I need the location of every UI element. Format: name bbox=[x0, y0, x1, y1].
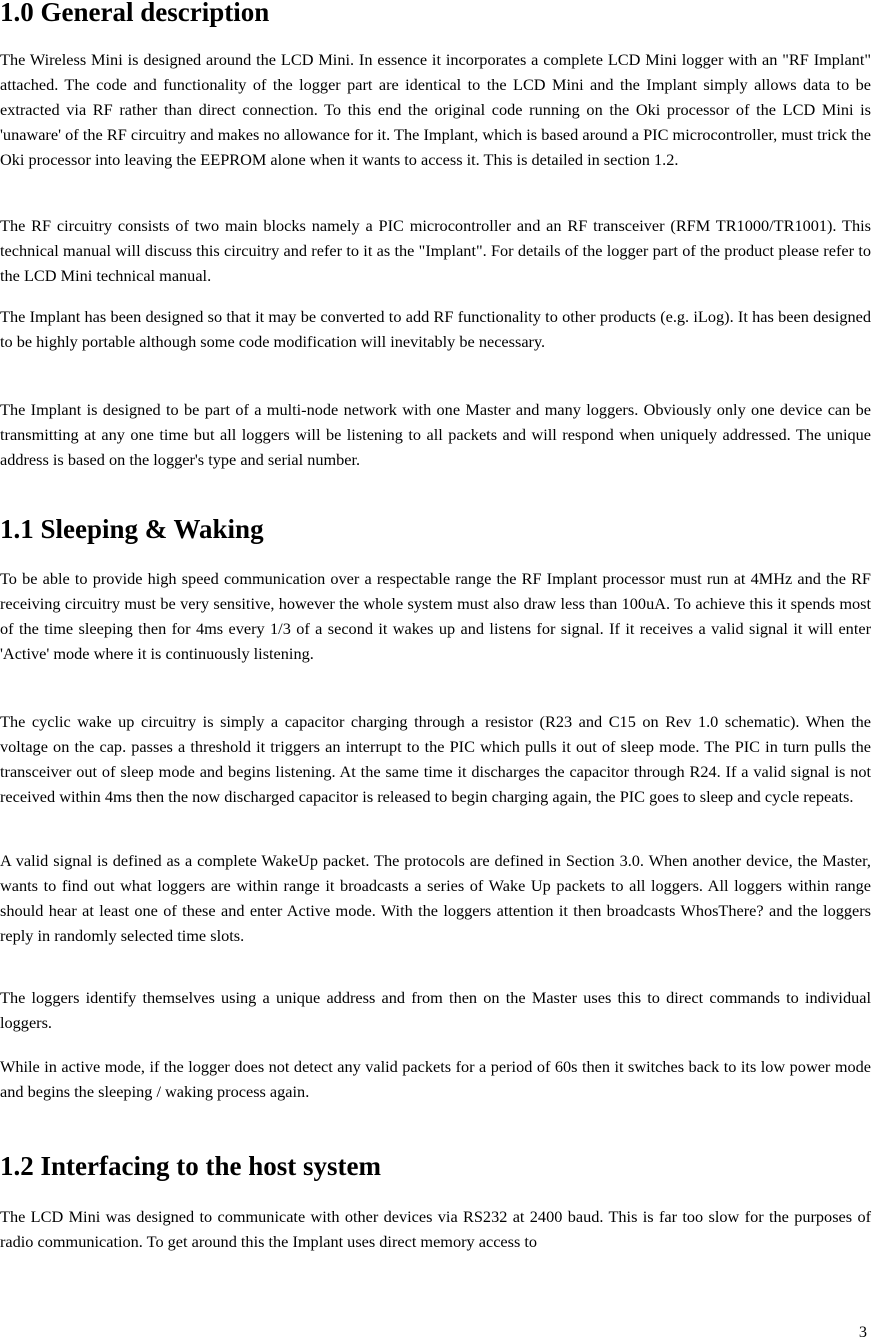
section-heading-sleeping-waking: 1.1 Sleeping & Waking bbox=[0, 514, 264, 544]
paragraph-sleeping-1: To be able to provide high speed communication over a respectable range the RF Implant processor must run at 4MHz and the RF receiving circuitry must be very sensitive, however the whole system must also draw less than 100uA. To achieve this it spends most of the time sleeping then for 4ms every 1/3 of a second it wakes up and listens for signal. If it receives a valid signal it will enter 'Active' mode where it is continuously listening. bbox=[0, 569, 871, 663]
page-number: 3 bbox=[858, 1322, 867, 1341]
paragraph-general-3: The Implant has been designed so that it may be converted to add RF functionality to other products (e.g. iLog). It has been designed to be highly portable although some code modification will inevitably be necessary. bbox=[0, 307, 871, 351]
section-heading-general-description: 1.0 General description bbox=[0, 0, 270, 27]
paragraph-general-2: The RF circuitry consists of two main blocks namely a PIC microcontroller and an RF transceiver (RFM TR1000/TR1001). This technical manual will discuss this circuitry and refer to it as the "Implant". For details of the logger part of the product please refer to the LCD Mini technical manual. bbox=[0, 216, 871, 285]
paragraph-general-1: The Wireless Mini is designed around the LCD Mini. In essence it incorporates a complete LCD Mini logger with an "RF Implant" attached. The code and functionality of the logger part are identical to the LCD Mini and the Implant simply allows data to be extracted via RF rather than direct connection. To this end the original code running on the Oki processor of the LCD Mini is 'unaware' of the RF circuitry and makes no allowance for it. The Implant, which is based around a PIC microcontroller, must trick the Oki processor into leaving the EEPROM alone when it wants to access it. This is detailed in section 1.2. bbox=[0, 50, 871, 169]
section-heading-interfacing-host: 1.2 Interfacing to the host system bbox=[0, 1151, 381, 1181]
paragraph-sleeping-4: The loggers identify themselves using a unique address and from then on the Master uses this to direct commands to individual loggers. bbox=[0, 988, 871, 1032]
paragraph-sleeping-5: While in active mode, if the logger does not detect any valid packets for a period of 60s then it switches back to its low power mode and begins the sleeping / waking process again. bbox=[0, 1057, 871, 1101]
paragraph-interfacing-1: The LCD Mini was designed to communicate with other devices via RS232 at 2400 baud. This is far too slow for the purposes of radio communication. To get around this the Implant uses direct memory access to bbox=[0, 1207, 871, 1251]
paragraph-sleeping-3: A valid signal is defined as a complete WakeUp packet. The protocols are defined in Section 3.0. When another device, the Master, wants to find out what loggers are within range it broadcasts a series of Wake Up packets to all loggers. All loggers within range should hear at least one of these and enter Active mode. With the loggers attention it then broadcasts WhosThere? and the loggers reply in randomly selected time slots. bbox=[0, 851, 871, 945]
paragraph-general-4: The Implant is designed to be part of a multi-node network with one Master and many loggers. Obviously only one device can be transmitting at any one time but all loggers will be listening to all packets and will respond when uniquely addressed. The unique address is based on the logger's type and serial number. bbox=[0, 400, 871, 469]
paragraph-sleeping-2: The cyclic wake up circuitry is simply a capacitor charging through a resistor (R23 and C15 on Rev 1.0 schematic). When the voltage on the cap. passes a threshold it triggers an interrupt to the PIC which pulls it out of sleep mode. The PIC in turn pulls the transceiver out of sleep mode and begins listening. At the same time it discharges the capacitor through R24. If a valid signal is not received within 4ms then the now discharged capacitor is released to begin charging again, the PIC goes to sleep and cycle repeats. bbox=[0, 712, 871, 806]
